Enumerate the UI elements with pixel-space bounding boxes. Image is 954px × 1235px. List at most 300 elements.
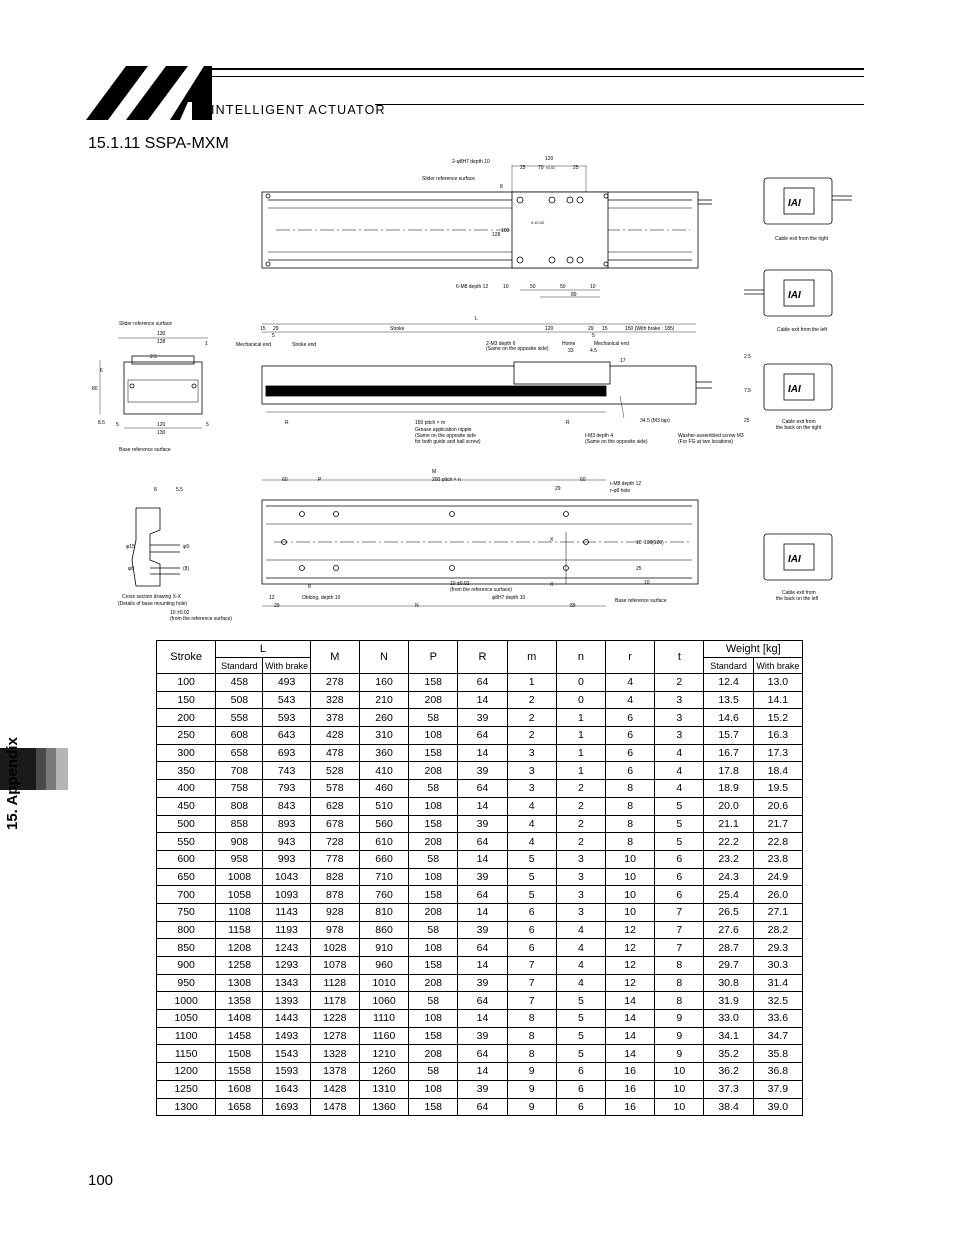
mech-end-left: Mechanical end — [236, 342, 272, 348]
end-dim-6: 6 — [100, 368, 103, 374]
table-cell: 328 — [310, 691, 359, 709]
table-cell: 843 — [263, 797, 310, 815]
table-cell: 58 — [409, 780, 458, 798]
bottom-tap-label: 6-M8 depth 12 — [456, 284, 489, 290]
table-cell: 6 — [507, 903, 556, 921]
table-cell: 2 — [507, 691, 556, 709]
table-cell: 643 — [263, 727, 310, 745]
table-cell: 64 — [458, 833, 507, 851]
table-cell: 1658 — [216, 1098, 263, 1116]
table-cell: 1008 — [216, 868, 263, 886]
table-cell: 4 — [507, 815, 556, 833]
table-cell: 58 — [409, 1063, 458, 1081]
table-cell: 1 — [556, 727, 605, 745]
table-cell: 7 — [655, 903, 704, 921]
table-cell: 20.0 — [704, 797, 753, 815]
table-cell: 10 — [606, 850, 655, 868]
table-cell: 8 — [507, 1045, 556, 1063]
table-cell: 7 — [507, 957, 556, 975]
table-cell: 15.2 — [753, 709, 802, 727]
table-cell: 1193 — [263, 921, 310, 939]
end-dim-120: 120 — [157, 422, 166, 428]
table-cell: 150 — [157, 691, 216, 709]
table-cell: 14 — [606, 1010, 655, 1028]
table-cell: 39 — [458, 921, 507, 939]
table-cell: 593 — [263, 709, 310, 727]
table-cell: 5 — [556, 1027, 605, 1045]
motor-dim-25: 25 — [744, 418, 750, 424]
stroke-label: Stroke — [390, 326, 405, 332]
washer-label: Washer-assembled screw M3 — [678, 433, 744, 439]
section-title: 15.1.11 SSPA-MXM — [88, 135, 229, 152]
table-cell: 1243 — [263, 939, 310, 957]
table-cell: 39 — [458, 868, 507, 886]
dim-R-right: R — [566, 420, 570, 426]
stroke-end: Stroke end — [292, 342, 317, 348]
table-cell: 1378 — [310, 1063, 359, 1081]
cs-ref2: (from the reference surface) — [170, 616, 232, 622]
table-cell: 950 — [157, 974, 216, 992]
table-cell: 5 — [507, 886, 556, 904]
dim-10b-bottom: 10 — [644, 580, 650, 586]
th-stroke: Stroke — [157, 641, 216, 674]
dim-5a: 5 — [272, 333, 275, 339]
table-cell: 32.5 — [753, 992, 802, 1010]
table-cell: 828 — [310, 868, 359, 886]
table-cell: 800 — [157, 921, 216, 939]
table-cell: 14 — [606, 992, 655, 1010]
table-cell: 14 — [458, 1010, 507, 1028]
motor-badge-4: IAI — [788, 554, 801, 565]
table-row — [157, 992, 803, 1010]
table-cell: 5 — [556, 1010, 605, 1028]
table-cell: 108 — [409, 1080, 458, 1098]
table-cell: 1293 — [263, 957, 310, 975]
table-cell: 8 — [606, 780, 655, 798]
table-cell: 1043 — [263, 868, 310, 886]
dim-4-5: 4.5 — [590, 348, 597, 354]
table-cell: 23.8 — [753, 850, 802, 868]
table-row — [157, 797, 803, 815]
cs-title: Cross section drawing X-X — [122, 594, 181, 600]
table-cell: 1360 — [359, 1098, 408, 1116]
table-cell: 37.9 — [753, 1080, 802, 1098]
table-cell: 39 — [458, 1080, 507, 1098]
table-cell: 5 — [507, 868, 556, 886]
dim-29b: 29 — [588, 326, 594, 332]
table-cell: 208 — [409, 762, 458, 780]
th-m: m — [507, 641, 556, 674]
table-cell: 260 — [359, 709, 408, 727]
dim-29b-bottom: 29 — [274, 603, 280, 609]
end-dim-1: 1 — [205, 341, 208, 347]
table-cell: 808 — [216, 797, 263, 815]
table-cell: 208 — [409, 974, 458, 992]
table-cell: 993 — [263, 850, 310, 868]
table-cell: 350 — [157, 762, 216, 780]
table-cell: 1328 — [310, 1045, 359, 1063]
table-cell: 1010 — [359, 974, 408, 992]
table-cell: 17.3 — [753, 744, 802, 762]
phi8b-label: 8 — [308, 584, 311, 590]
table-cell: 4 — [606, 674, 655, 692]
table-cell: 39 — [458, 709, 507, 727]
dim-128: 128 — [492, 232, 501, 238]
table-cell: 410 — [359, 762, 408, 780]
table-cell: 64 — [458, 780, 507, 798]
table-cell: 1028 — [310, 939, 359, 957]
table-cell: 943 — [263, 833, 310, 851]
table-cell: 978 — [310, 921, 359, 939]
table-cell: 16.7 — [704, 744, 753, 762]
motor-dim-2-5: 2.5 — [744, 354, 751, 360]
table-cell: 960 — [359, 957, 408, 975]
dim-P: P — [318, 477, 322, 483]
table-cell: 6 — [507, 939, 556, 957]
cable-back-right1: Cable exit from — [782, 419, 816, 425]
table-cell: 2 — [556, 815, 605, 833]
table-cell: 8 — [507, 1027, 556, 1045]
table-cell: 793 — [263, 780, 310, 798]
table-cell: 6 — [655, 886, 704, 904]
table-cell: 693 — [263, 744, 310, 762]
cable-left: Cable exit from the left — [777, 327, 828, 333]
table-cell: 17.8 — [704, 762, 753, 780]
table-cell: 650 — [157, 868, 216, 886]
table-row — [157, 1080, 803, 1098]
table-cell: 158 — [409, 886, 458, 904]
tm3-label: t-M3 depth 4 — [585, 433, 614, 439]
table-cell: 12.4 — [704, 674, 753, 692]
cs-dim-h8: (8) — [183, 566, 190, 572]
table-cell: 2 — [655, 674, 704, 692]
table-cell: 22.2 — [704, 833, 753, 851]
table-cell: 9 — [507, 1080, 556, 1098]
table-cell: 450 — [157, 797, 216, 815]
table-row — [157, 744, 803, 762]
table-cell: 18.9 — [704, 780, 753, 798]
slider-ref-label: Slider reference surface — [422, 176, 476, 182]
home-label: Home — [562, 341, 576, 347]
table-cell: 208 — [409, 833, 458, 851]
th-n: n — [556, 641, 605, 674]
table-cell: 760 — [359, 886, 408, 904]
th-weight: Weight [kg] — [704, 641, 803, 658]
table-cell: 29.3 — [753, 939, 802, 957]
end-view-body — [124, 362, 202, 414]
side-tab-label: 15. Appendix — [4, 737, 21, 830]
dim-29-bottom: 29 — [555, 486, 561, 492]
x-marker-bottom: X — [550, 582, 554, 588]
side-tab-block-mid — [36, 748, 46, 790]
washer-label2: (For FG at two locations) — [678, 439, 734, 445]
table-cell: 608 — [216, 727, 263, 745]
table-cell: 360 — [359, 744, 408, 762]
tap-label: 2-φ8H7 depth 10 — [452, 159, 490, 165]
cs-dim-h7: φ8 — [128, 566, 135, 572]
table-cell: 278 — [310, 674, 359, 692]
side-tab-block-lighter — [56, 748, 68, 790]
table-cell: 7 — [655, 921, 704, 939]
motor-dim-7-5: 7.5 — [744, 388, 751, 394]
cs-dim-d9: φ9 — [183, 544, 190, 550]
th-t: t — [655, 641, 704, 674]
dim-8: 8 — [500, 184, 503, 190]
table-cell: 14 — [458, 903, 507, 921]
table-cell: 33.0 — [704, 1010, 753, 1028]
phi8-label: φ8H7 depth 10 — [492, 595, 526, 601]
dim-100-bottom: 100 — [644, 540, 653, 546]
th-L: L — [216, 641, 310, 658]
th-P: P — [409, 641, 458, 674]
table-row — [157, 903, 803, 921]
table-cell: 510 — [359, 797, 408, 815]
table-cell: 8 — [655, 957, 704, 975]
table-cell: 13.0 — [753, 674, 802, 692]
table-cell: 5 — [556, 992, 605, 1010]
table-cell: 39 — [458, 762, 507, 780]
end-dim-130b: 130 — [157, 430, 166, 436]
table-cell: 1158 — [216, 921, 263, 939]
table-cell: 10 — [655, 1063, 704, 1081]
table-cell: 1443 — [263, 1010, 310, 1028]
table-cell: 100 — [157, 674, 216, 692]
table-cell: 2 — [507, 709, 556, 727]
table-cell: 10 — [606, 886, 655, 904]
table-cell: 30.8 — [704, 974, 753, 992]
table-cell: 14 — [458, 691, 507, 709]
table-cell: 108 — [409, 727, 458, 745]
dim-15b: 15 — [602, 326, 608, 332]
table-cell: 14 — [606, 1027, 655, 1045]
table-cell: 500 — [157, 815, 216, 833]
table-cell: 27.6 — [704, 921, 753, 939]
th-M: M — [310, 641, 359, 674]
table-cell: 4 — [507, 797, 556, 815]
side-tab-block-light — [46, 748, 56, 790]
table-cell: 8 — [655, 974, 704, 992]
end-dim-2-5: 2.5 — [150, 354, 157, 360]
table-cell: 578 — [310, 780, 359, 798]
table-cell: 7 — [507, 974, 556, 992]
table-cell: 1643 — [263, 1080, 310, 1098]
motor-badge-2: IAI — [788, 290, 801, 301]
table-cell: 9 — [655, 1010, 704, 1028]
table-cell: 15.7 — [704, 727, 753, 745]
table-cell: 378 — [310, 709, 359, 727]
table-cell: 64 — [458, 674, 507, 692]
table-cell: 3 — [556, 886, 605, 904]
page-number: 100 — [88, 1172, 114, 1189]
table-cell: 35.2 — [704, 1045, 753, 1063]
motor-badge-1: IAI — [788, 198, 801, 209]
table-cell: 4 — [556, 939, 605, 957]
table-cell: 1058 — [216, 886, 263, 904]
table-cell: 24.3 — [704, 868, 753, 886]
table-cell: 1110 — [359, 1010, 408, 1028]
table-cell: 610 — [359, 833, 408, 851]
table-cell: 850 — [157, 939, 216, 957]
table-cell: 878 — [310, 886, 359, 904]
end-slider-ref: Slider reference surface — [119, 321, 173, 327]
from-ref: (from the reference surface) — [450, 587, 512, 593]
table-cell: 6 — [655, 850, 704, 868]
table-cell: 20.6 — [753, 797, 802, 815]
table-row — [157, 850, 803, 868]
table-cell: 1210 — [359, 1045, 408, 1063]
table-cell: 893 — [263, 815, 310, 833]
th-r: r — [606, 641, 655, 674]
table-cell: 428 — [310, 727, 359, 745]
table-cell: 478 — [310, 744, 359, 762]
table-cell: 3 — [507, 762, 556, 780]
table-row — [157, 921, 803, 939]
dim-25-bottom: 25 — [636, 566, 642, 572]
table-cell: 1000 — [157, 992, 216, 1010]
table-cell: 1300 — [157, 1098, 216, 1116]
table-cell: 400 — [157, 780, 216, 798]
dim-33: 33 — [568, 348, 574, 354]
table-row — [157, 691, 803, 709]
oblong-label: Oblong, depth 10 — [302, 595, 341, 601]
table-cell: 9 — [655, 1027, 704, 1045]
end-dim-128: 128 — [157, 339, 166, 345]
table-cell: 64 — [458, 886, 507, 904]
table-cell: 1278 — [310, 1027, 359, 1045]
table-cell: 8 — [655, 992, 704, 1010]
dim-R-left: R — [285, 420, 289, 426]
table-row — [157, 815, 803, 833]
x-marker-top: X — [550, 537, 554, 543]
table-cell: 660 — [359, 850, 408, 868]
table-cell: 1 — [556, 744, 605, 762]
table-cell: 2 — [556, 780, 605, 798]
th-w-standard: Standard — [704, 658, 753, 674]
dim-34-5: 34.5 (M3 tap) — [640, 418, 670, 424]
table-cell: 1100 — [157, 1027, 216, 1045]
table-cell: 64 — [458, 992, 507, 1010]
m3-note: 2-M3 depth 6 — [486, 341, 516, 347]
table-cell: 13.5 — [704, 691, 753, 709]
table-cell: 4 — [556, 974, 605, 992]
dim-10b: 10 — [590, 284, 596, 290]
table-cell: 38.4 — [704, 1098, 753, 1116]
dim-100: 100 — [501, 228, 510, 234]
table-cell: 928 — [310, 903, 359, 921]
table-cell: 158 — [409, 1098, 458, 1116]
dim-9: 9 ±0.02 — [531, 220, 545, 225]
dim-89-bottom: 89 — [570, 603, 576, 609]
bottom-base-ref: Base reference surface — [615, 598, 667, 604]
table-cell: 34.1 — [704, 1027, 753, 1045]
table-cell: 108 — [409, 868, 458, 886]
table-cell: 1428 — [310, 1080, 359, 1098]
table-cell: 58 — [409, 850, 458, 868]
table-cell: 1208 — [216, 939, 263, 957]
table-cell: 1458 — [216, 1027, 263, 1045]
table-cell: 860 — [359, 921, 408, 939]
table-cell: 200 — [157, 709, 216, 727]
table-cell: 1160 — [359, 1027, 408, 1045]
table-cell: 1393 — [263, 992, 310, 1010]
th-N: N — [359, 641, 408, 674]
table-cell: 7 — [655, 939, 704, 957]
th-L-standard: Standard — [216, 658, 263, 674]
table-cell: 5 — [655, 815, 704, 833]
table-cell: 26.0 — [753, 886, 802, 904]
table-cell: 16 — [606, 1098, 655, 1116]
table-cell: 493 — [263, 674, 310, 692]
table-cell: 14 — [458, 957, 507, 975]
table-cell: 1093 — [263, 886, 310, 904]
table-cell: 25.4 — [704, 886, 753, 904]
table-row — [157, 780, 803, 798]
table-cell: 1608 — [216, 1080, 263, 1098]
table-cell: 108 — [409, 939, 458, 957]
pitch-label: 200 pitch × n — [432, 477, 461, 483]
table-cell: 12 — [606, 921, 655, 939]
table-cell: 14 — [458, 1063, 507, 1081]
table-cell: 3 — [655, 727, 704, 745]
table-row — [157, 886, 803, 904]
table-cell: 3 — [556, 868, 605, 886]
table-cell: 64 — [458, 727, 507, 745]
table-cell: 36.2 — [704, 1063, 753, 1081]
table-cell: 28.7 — [704, 939, 753, 957]
table-cell: 1693 — [263, 1098, 310, 1116]
phi9-label: r-φ9 hole — [610, 488, 631, 494]
table-cell: 210 — [359, 691, 408, 709]
table-cell: 1310 — [359, 1080, 408, 1098]
table-cell: 4 — [655, 744, 704, 762]
dim-120-side: 120 — [545, 326, 554, 332]
dim-120: 120 — [545, 156, 554, 162]
table-cell: 908 — [216, 833, 263, 851]
table-cell: 39.0 — [753, 1098, 802, 1116]
table-cell: 158 — [409, 1027, 458, 1045]
dim-60b: 60 — [580, 477, 586, 483]
table-row — [157, 1098, 803, 1116]
brake-label: 150 (With brake : 185) — [625, 326, 675, 332]
table-cell: 208 — [409, 691, 458, 709]
table-cell: 458 — [216, 674, 263, 692]
table-cell: 35.8 — [753, 1045, 802, 1063]
table-cell: 5 — [507, 850, 556, 868]
table-cell: 58 — [409, 992, 458, 1010]
table-cell: 37.3 — [704, 1080, 753, 1098]
table-cell: 543 — [263, 691, 310, 709]
table-cell: 758 — [216, 780, 263, 798]
table-cell: 1343 — [263, 974, 310, 992]
table-cell: 658 — [216, 744, 263, 762]
table-cell: 39 — [458, 974, 507, 992]
table-cell: 1478 — [310, 1098, 359, 1116]
table-cell: 208 — [409, 1045, 458, 1063]
table-cell: 700 — [157, 886, 216, 904]
table-cell: 30.3 — [753, 957, 802, 975]
th-w-brake: With brake — [753, 658, 802, 674]
cable-back-left2: the back on the left — [776, 596, 819, 602]
table-cell: 1408 — [216, 1010, 263, 1028]
table-cell: 16 — [606, 1080, 655, 1098]
table-row — [157, 674, 803, 692]
table-cell: 27.1 — [753, 903, 802, 921]
table-cell: 1 — [556, 762, 605, 780]
table-cell: 7 — [507, 992, 556, 1010]
end-dim-8-5: 8.5 — [98, 420, 105, 426]
table-cell: 778 — [310, 850, 359, 868]
dim-10a: 10 — [503, 284, 509, 290]
